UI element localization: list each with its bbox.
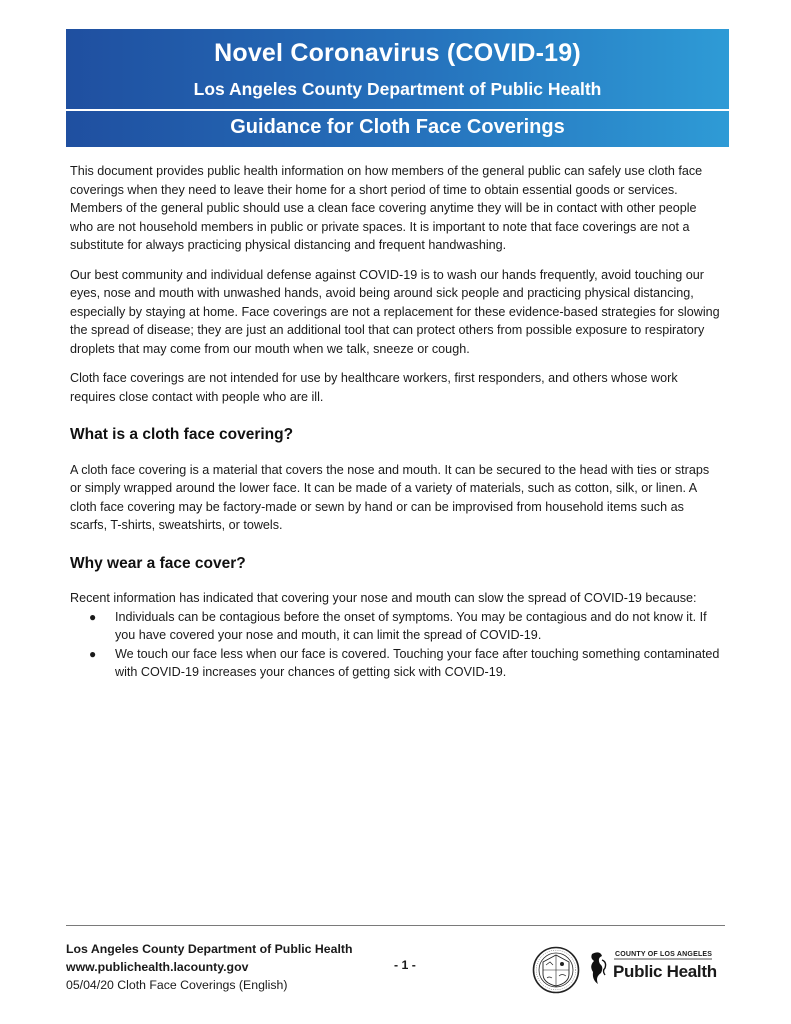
bullet-list bbox=[70, 608, 720, 682]
intro-paragraph-2: Our best community and individual defense against COVID-19 is to wash our hands frequently, avoid touching our eyes, nose and mouth with unwashed hands, avoid being around sick people and practicing physical distancing, especially by staying at home. Face coverings are not a replacement for these evidence-based strategies for slowing the spread of disease; they are just an additional tool that can protect others from possible exposure to respiratory droplets that may come from our mouth when we talk, sneeze or cough. bbox=[70, 267, 720, 356]
intro-paragraph-1: This document provides public health information on how members of the general public can safely use cloth face coverings when they need to leave their home for a short period of time to obtain essential goods or services. Members of the general public should use a clean face covering anytime they will be in contact with other people who are not household members in public or private spaces. It is important to note that face coverings are not a substitute for always practicing physical distancing and frequent handwashing. bbox=[70, 164, 703, 252]
page-number: - 1 - bbox=[394, 958, 416, 972]
header-divider bbox=[66, 109, 729, 111]
section-heading-what: What is a cloth face covering? bbox=[70, 426, 294, 443]
county-seal-icon bbox=[532, 946, 580, 994]
document-title: Novel Coronavirus (COVID-19) bbox=[214, 39, 581, 67]
bullet-icon: ● bbox=[89, 609, 97, 624]
section-text-what: A cloth face covering is a material that covers the nose and mouth. It can be secured to the head with ties or straps or simply wrapped around the lower face. It can be made of a variety of materials, such as cotton, silk, or linen. A cloth face covering may be factory-made or sewn by hand or can be improvised from household items such as scarfs, T-shirts, sweatshirts, or towels. bbox=[70, 462, 710, 532]
bullet-icon: ● bbox=[89, 646, 97, 661]
section-text-why: Recent information has indicated that covering your nose and mouth can slow the spread of COVID-19 because: bbox=[70, 591, 697, 605]
list-item-text: We touch our face less when our face is covered. Touching your face after touching something contaminated with COVID-19 increases your chances of getting sick with COVID-19. bbox=[115, 646, 720, 679]
list-item-text: Individuals can be contagious before the onset of symptoms. You may be contagious and do not know it. If you have covered your nose and mouth, it can limit the spread of COVID-19. bbox=[115, 609, 707, 642]
footer-website: www.publichealth.lacounty.gov bbox=[66, 960, 249, 974]
department-name: Los Angeles County Department of Public Health bbox=[193, 79, 602, 99]
footer-doc-info: 05/04/20 Cloth Face Coverings (English) bbox=[66, 978, 288, 992]
footer-divider bbox=[66, 925, 725, 926]
list-item bbox=[89, 645, 720, 682]
document-body bbox=[70, 162, 720, 682]
logo-small-text: COUNTY OF LOS ANGELES bbox=[615, 951, 713, 958]
header-banner bbox=[66, 29, 729, 147]
intro-paragraph-3: Cloth face coverings are not intended for use by healthcare workers, first responders, and others whose work requires close contact with people who are ill. bbox=[70, 371, 678, 404]
footer-info bbox=[66, 940, 353, 994]
logo-big-text: Public Health bbox=[613, 962, 717, 981]
document-subtitle: Guidance for Cloth Face Coverings bbox=[230, 116, 565, 138]
footer-org: Los Angeles County Department of Public Health bbox=[66, 942, 353, 956]
list-item bbox=[89, 608, 720, 645]
section-heading-why: Why wear a face cover? bbox=[70, 554, 246, 572]
